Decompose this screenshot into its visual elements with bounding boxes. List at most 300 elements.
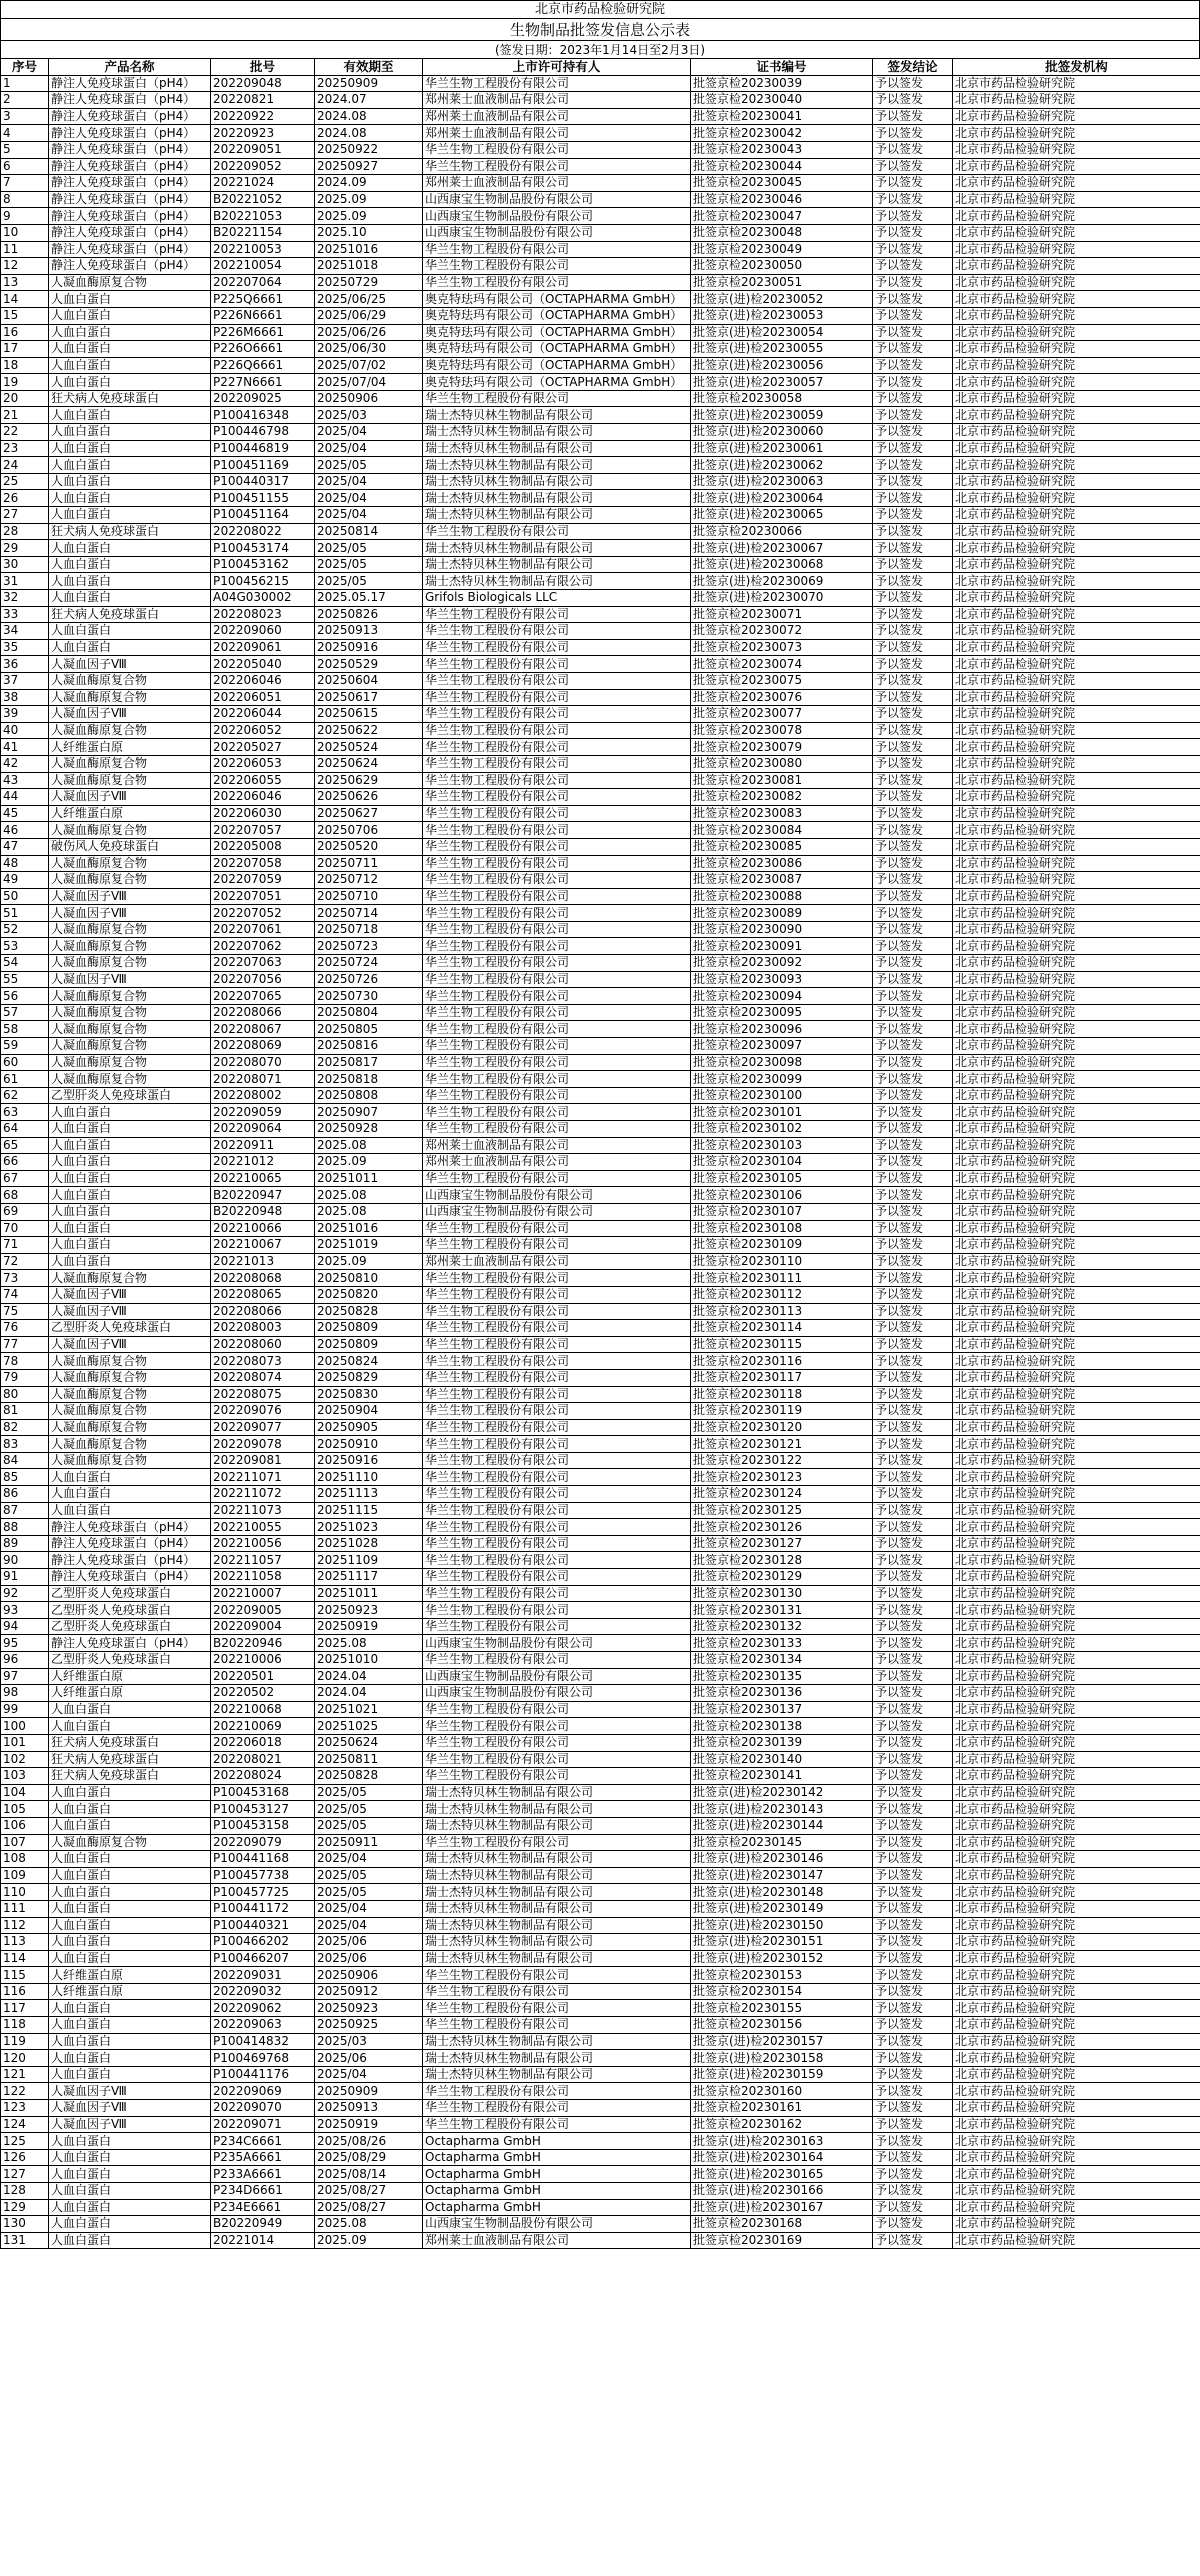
table-row xyxy=(1,2133,1200,2150)
table-row xyxy=(1,2083,1200,2100)
cell-holder: 华兰生物工程股份有限公司 xyxy=(423,1336,691,1353)
cell-product: 人凝血酶原复合物 xyxy=(49,938,211,955)
cell-index: 61 xyxy=(1,1071,49,1088)
cell-conclusion: 予以签发 xyxy=(873,1701,953,1718)
cell-holder: 华兰生物工程股份有限公司 xyxy=(423,1652,691,1669)
cell-batch: 202211071 xyxy=(211,1469,315,1486)
cell-product: 人凝血因子Ⅷ xyxy=(49,1303,211,1320)
cell-index: 7 xyxy=(1,175,49,192)
cell-certificate: 批签京检20230136 xyxy=(691,1685,873,1702)
cell-expiry: 2025.08 xyxy=(315,1203,423,1220)
cell-expiry: 20250809 xyxy=(315,1320,423,1337)
cell-certificate: 批签京检20230160 xyxy=(691,2083,873,2100)
cell-conclusion: 予以签发 xyxy=(873,108,953,125)
cell-expiry: 2025.08 xyxy=(315,2216,423,2233)
cell-conclusion: 予以签发 xyxy=(873,1801,953,1818)
cell-index: 114 xyxy=(1,1950,49,1967)
cell-batch: P227N6661 xyxy=(211,374,315,391)
table-row xyxy=(1,1087,1200,1104)
cell-conclusion: 予以签发 xyxy=(873,1336,953,1353)
cell-product: 人凝血酶原复合物 xyxy=(49,872,211,889)
table-row xyxy=(1,1419,1200,1436)
table-row xyxy=(1,374,1200,391)
cell-holder: 华兰生物工程股份有限公司 xyxy=(423,2017,691,2034)
cell-agency: 北京市药品检验研究院 xyxy=(953,1486,1200,1503)
cell-batch: 202205040 xyxy=(211,656,315,673)
cell-agency: 北京市药品检验研究院 xyxy=(953,1104,1200,1121)
cell-agency: 北京市药品检验研究院 xyxy=(953,2083,1200,2100)
cell-agency: 北京市药品检验研究院 xyxy=(953,125,1200,142)
cell-holder: 郑州莱士血液制品有限公司 xyxy=(423,1137,691,1154)
cell-holder: 华兰生物工程股份有限公司 xyxy=(423,1486,691,1503)
cell-holder: 郑州莱士血液制品有限公司 xyxy=(423,92,691,109)
cell-certificate: 批签京检20230095 xyxy=(691,1004,873,1021)
cell-product: 人血白蛋白 xyxy=(49,2216,211,2233)
cell-conclusion: 予以签发 xyxy=(873,739,953,756)
cell-batch: 202210056 xyxy=(211,1535,315,1552)
cell-index: 92 xyxy=(1,1585,49,1602)
cell-expiry: 2024.09 xyxy=(315,175,423,192)
table-row xyxy=(1,1751,1200,1768)
cell-holder: 奥克特珐玛有限公司（OCTAPHARMA GmbH） xyxy=(423,307,691,324)
cell-agency: 北京市药品检验研究院 xyxy=(953,2216,1200,2233)
cell-certificate: 批签京(进)检20230063 xyxy=(691,473,873,490)
cell-expiry: 2025/08/27 xyxy=(315,2199,423,2216)
cell-batch: B20220947 xyxy=(211,1187,315,1204)
cell-batch: P100466207 xyxy=(211,1950,315,1967)
cell-holder: 瑞士杰特贝林生物制品有限公司 xyxy=(423,1784,691,1801)
table-row xyxy=(1,1237,1200,1254)
cell-index: 98 xyxy=(1,1685,49,1702)
cell-batch: 202205027 xyxy=(211,739,315,756)
cell-conclusion: 予以签发 xyxy=(873,1054,953,1071)
cell-expiry: 20250529 xyxy=(315,656,423,673)
cell-agency: 北京市药品检验研究院 xyxy=(953,473,1200,490)
cell-product: 人血白蛋白 xyxy=(49,2017,211,2034)
cell-batch: 202206052 xyxy=(211,722,315,739)
cell-holder: 华兰生物工程股份有限公司 xyxy=(423,141,691,158)
cell-agency: 北京市药品检验研究院 xyxy=(953,1320,1200,1337)
cell-holder: 华兰生物工程股份有限公司 xyxy=(423,2100,691,2117)
table-row xyxy=(1,1386,1200,1403)
cell-conclusion: 予以签发 xyxy=(873,1685,953,1702)
cell-agency: 北京市药品检验研究院 xyxy=(953,1353,1200,1370)
cell-conclusion: 予以签发 xyxy=(873,1386,953,1403)
cell-batch: 202209032 xyxy=(211,1983,315,2000)
cell-batch: 202209071 xyxy=(211,2116,315,2133)
cell-conclusion: 予以签发 xyxy=(873,2183,953,2200)
cell-product: 人凝血因子Ⅷ xyxy=(49,905,211,922)
cell-product: 人血白蛋白 xyxy=(49,1502,211,1519)
cell-index: 20 xyxy=(1,390,49,407)
cell-expiry: 2025/05 xyxy=(315,1884,423,1901)
cell-expiry: 20250928 xyxy=(315,1121,423,1138)
cell-batch: 202210066 xyxy=(211,1220,315,1237)
cell-product: 人凝血因子Ⅷ xyxy=(49,1286,211,1303)
cell-certificate: 批签京检20230168 xyxy=(691,2216,873,2233)
cell-batch: P100453158 xyxy=(211,1817,315,1834)
cell-agency: 北京市药品检验研究院 xyxy=(953,241,1200,258)
cell-product: 人血白蛋白 xyxy=(49,357,211,374)
cell-holder: 山西康宝生物制品股份有限公司 xyxy=(423,2216,691,2233)
table-row xyxy=(1,241,1200,258)
cell-holder: 华兰生物工程股份有限公司 xyxy=(423,1983,691,2000)
cell-product: 人凝血酶原复合物 xyxy=(49,1004,211,1021)
cell-batch: 202210069 xyxy=(211,1718,315,1735)
cell-index: 67 xyxy=(1,1170,49,1187)
cell-expiry: 20250626 xyxy=(315,789,423,806)
cell-certificate: 批签京检20230040 xyxy=(691,92,873,109)
cell-expiry: 20250809 xyxy=(315,1336,423,1353)
cell-holder: 华兰生物工程股份有限公司 xyxy=(423,1768,691,1785)
cell-agency: 北京市药品检验研究院 xyxy=(953,1386,1200,1403)
cell-agency: 北京市药品检验研究院 xyxy=(953,888,1200,905)
cell-product: 人血白蛋白 xyxy=(49,490,211,507)
cell-batch: P100441168 xyxy=(211,1851,315,1868)
cell-certificate: 批签京(进)检20230147 xyxy=(691,1867,873,1884)
cell-certificate: 批签京检20230099 xyxy=(691,1071,873,1088)
cell-batch: P100446819 xyxy=(211,440,315,457)
cell-holder: 华兰生物工程股份有限公司 xyxy=(423,1734,691,1751)
cell-agency: 北京市药品检验研究院 xyxy=(953,1021,1200,1038)
cell-conclusion: 予以签发 xyxy=(873,473,953,490)
cell-agency: 北京市药品检验研究院 xyxy=(953,2017,1200,2034)
cell-expiry: 20250906 xyxy=(315,1967,423,1984)
cell-certificate: 批签京检20230141 xyxy=(691,1768,873,1785)
cell-index: 112 xyxy=(1,1917,49,1934)
cell-certificate: 批签京检20230087 xyxy=(691,872,873,889)
cell-batch: P100457725 xyxy=(211,1884,315,1901)
cell-holder: 华兰生物工程股份有限公司 xyxy=(423,1419,691,1436)
column-header-conclusion: 签发结论 xyxy=(873,59,953,76)
cell-product: 静注人免疫球蛋白（pH4） xyxy=(49,75,211,92)
cell-holder: Grifols Biologicals LLC xyxy=(423,590,691,607)
table-row xyxy=(1,92,1200,109)
cell-batch: A04G030002 xyxy=(211,590,315,607)
cell-index: 128 xyxy=(1,2183,49,2200)
table-row xyxy=(1,274,1200,291)
cell-holder: 华兰生物工程股份有限公司 xyxy=(423,1220,691,1237)
cell-holder: Octapharma GmbH xyxy=(423,2183,691,2200)
cell-holder: 华兰生物工程股份有限公司 xyxy=(423,1967,691,1984)
cell-conclusion: 予以签发 xyxy=(873,390,953,407)
cell-product: 人凝血酶原复合物 xyxy=(49,755,211,772)
table-row xyxy=(1,1801,1200,1818)
cell-conclusion: 予以签发 xyxy=(873,1270,953,1287)
table-row xyxy=(1,2216,1200,2233)
cell-certificate: 批签京(进)检20230055 xyxy=(691,341,873,358)
table-row xyxy=(1,440,1200,457)
cell-certificate: 批签京检20230107 xyxy=(691,1203,873,1220)
table-row xyxy=(1,258,1200,275)
cell-product: 人血白蛋白 xyxy=(49,2000,211,2017)
cell-index: 59 xyxy=(1,1038,49,1055)
cell-expiry: 20250624 xyxy=(315,755,423,772)
cell-index: 96 xyxy=(1,1652,49,1669)
cell-product: 人血白蛋白 xyxy=(49,1469,211,1486)
table-row xyxy=(1,1652,1200,1669)
cell-expiry: 20250824 xyxy=(315,1353,423,1370)
table-row xyxy=(1,606,1200,623)
cell-index: 122 xyxy=(1,2083,49,2100)
cell-product: 人凝血酶原复合物 xyxy=(49,1386,211,1403)
cell-certificate: 批签京检20230093 xyxy=(691,971,873,988)
cell-index: 37 xyxy=(1,672,49,689)
cell-product: 人血白蛋白 xyxy=(49,1104,211,1121)
cell-holder: 华兰生物工程股份有限公司 xyxy=(423,1452,691,1469)
cell-batch: 202209005 xyxy=(211,1602,315,1619)
cell-holder: 华兰生物工程股份有限公司 xyxy=(423,1602,691,1619)
cell-index: 118 xyxy=(1,2017,49,2034)
cell-product: 破伤风人免疫球蛋白 xyxy=(49,838,211,855)
cell-batch: 202208024 xyxy=(211,1768,315,1785)
cell-batch: 202206053 xyxy=(211,755,315,772)
cell-agency: 北京市药品检验研究院 xyxy=(953,938,1200,955)
cell-product: 乙型肝炎人免疫球蛋白 xyxy=(49,1320,211,1337)
cell-index: 38 xyxy=(1,689,49,706)
table-row xyxy=(1,2000,1200,2017)
cell-index: 14 xyxy=(1,291,49,308)
cell-product: 人血白蛋白 xyxy=(49,440,211,457)
cell-agency: 北京市药品检验研究院 xyxy=(953,291,1200,308)
cell-product: 人凝血因子Ⅷ xyxy=(49,2116,211,2133)
cell-conclusion: 予以签发 xyxy=(873,1569,953,1586)
cell-index: 8 xyxy=(1,191,49,208)
cell-agency: 北京市药品检验研究院 xyxy=(953,1585,1200,1602)
cell-conclusion: 予以签发 xyxy=(873,872,953,889)
cell-product: 人血白蛋白 xyxy=(49,324,211,341)
cell-certificate: 批签京检20230131 xyxy=(691,1602,873,1619)
cell-index: 106 xyxy=(1,1817,49,1834)
cell-product: 静注人免疫球蛋白（pH4） xyxy=(49,1535,211,1552)
cell-certificate: 批签京检20230113 xyxy=(691,1303,873,1320)
table-row xyxy=(1,1635,1200,1652)
cell-certificate: 批签京检20230162 xyxy=(691,2116,873,2133)
cell-product: 人血白蛋白 xyxy=(49,307,211,324)
cell-product: 人血白蛋白 xyxy=(49,2033,211,2050)
cell-agency: 北京市药品检验研究院 xyxy=(953,2000,1200,2017)
cell-index: 62 xyxy=(1,1087,49,1104)
cell-conclusion: 予以签发 xyxy=(873,606,953,623)
table-row xyxy=(1,1519,1200,1536)
cell-certificate: 批签京检20230097 xyxy=(691,1038,873,1055)
cell-certificate: 批签京(进)检20230061 xyxy=(691,440,873,457)
cell-expiry: 20250629 xyxy=(315,772,423,789)
cell-expiry: 20250622 xyxy=(315,722,423,739)
cell-expiry: 2025/06 xyxy=(315,1934,423,1951)
cell-index: 21 xyxy=(1,407,49,424)
cell-expiry: 2025.08 xyxy=(315,1187,423,1204)
cell-holder: 华兰生物工程股份有限公司 xyxy=(423,1237,691,1254)
cell-agency: 北京市药品检验研究院 xyxy=(953,490,1200,507)
cell-product: 人血白蛋白 xyxy=(49,1817,211,1834)
cell-expiry: 20250718 xyxy=(315,921,423,938)
cell-product: 人血白蛋白 xyxy=(49,2166,211,2183)
cell-product: 人血白蛋白 xyxy=(49,639,211,656)
cell-batch: 202207058 xyxy=(211,855,315,872)
cell-holder: 瑞士杰特贝林生物制品有限公司 xyxy=(423,490,691,507)
cell-index: 82 xyxy=(1,1419,49,1436)
cell-product: 人纤维蛋白原 xyxy=(49,1668,211,1685)
cell-agency: 北京市药品检验研究院 xyxy=(953,1203,1200,1220)
cell-agency: 北京市药品检验研究院 xyxy=(953,1602,1200,1619)
cell-certificate: 批签京检20230137 xyxy=(691,1701,873,1718)
cell-product: 人凝血酶原复合物 xyxy=(49,822,211,839)
cell-expiry: 20250810 xyxy=(315,1270,423,1287)
cell-certificate: 批签京检20230049 xyxy=(691,241,873,258)
cell-batch: P100440317 xyxy=(211,473,315,490)
cell-holder: 华兰生物工程股份有限公司 xyxy=(423,1502,691,1519)
cell-conclusion: 予以签发 xyxy=(873,2216,953,2233)
cell-certificate: 批签京(进)检20230152 xyxy=(691,1950,873,1967)
cell-batch: 202206030 xyxy=(211,805,315,822)
cell-holder: 华兰生物工程股份有限公司 xyxy=(423,639,691,656)
cell-batch: 202209081 xyxy=(211,1452,315,1469)
cell-batch: 202208069 xyxy=(211,1038,315,1055)
cell-index: 33 xyxy=(1,606,49,623)
cell-conclusion: 予以签发 xyxy=(873,1137,953,1154)
cell-certificate: 批签京检20230091 xyxy=(691,938,873,955)
table-row xyxy=(1,1353,1200,1370)
cell-holder: 华兰生物工程股份有限公司 xyxy=(423,1071,691,1088)
cell-batch: P235A6661 xyxy=(211,2149,315,2166)
cell-batch: B20221154 xyxy=(211,224,315,241)
table-row xyxy=(1,689,1200,706)
table-row xyxy=(1,1950,1200,1967)
cell-conclusion: 予以签发 xyxy=(873,689,953,706)
table-row xyxy=(1,224,1200,241)
cell-certificate: 批签京检20230161 xyxy=(691,2100,873,2117)
cell-holder: 瑞士杰特贝林生物制品有限公司 xyxy=(423,2033,691,2050)
cell-batch: 202211057 xyxy=(211,1552,315,1569)
cell-product: 人血白蛋白 xyxy=(49,1170,211,1187)
cell-index: 10 xyxy=(1,224,49,241)
cell-holder: 瑞士杰特贝林生物制品有限公司 xyxy=(423,440,691,457)
cell-certificate: 批签京(进)检20230151 xyxy=(691,1934,873,1951)
cell-certificate: 批签京(进)检20230143 xyxy=(691,1801,873,1818)
table-row xyxy=(1,1038,1200,1055)
cell-index: 3 xyxy=(1,108,49,125)
cell-product: 人凝血酶原复合物 xyxy=(49,1419,211,1436)
cell-agency: 北京市药品检验研究院 xyxy=(953,2116,1200,2133)
cell-conclusion: 予以签发 xyxy=(873,988,953,1005)
cell-expiry: 2025/06/26 xyxy=(315,324,423,341)
cell-certificate: 批签京检20230088 xyxy=(691,888,873,905)
table-row xyxy=(1,1934,1200,1951)
cell-agency: 北京市药品检验研究院 xyxy=(953,1884,1200,1901)
cell-holder: 郑州莱士血液制品有限公司 xyxy=(423,1253,691,1270)
cell-agency: 北京市药品检验研究院 xyxy=(953,457,1200,474)
table-row xyxy=(1,872,1200,889)
cell-holder: 山西康宝生物制品股份有限公司 xyxy=(423,191,691,208)
cell-index: 6 xyxy=(1,158,49,175)
cell-product: 狂犬病人免疫球蛋白 xyxy=(49,1751,211,1768)
table-row xyxy=(1,2232,1200,2249)
cell-conclusion: 予以签发 xyxy=(873,1967,953,1984)
column-header-agency: 批签发机构 xyxy=(953,59,1200,76)
cell-batch: P226Q6661 xyxy=(211,357,315,374)
cell-expiry: 20250624 xyxy=(315,1734,423,1751)
cell-holder: 郑州莱士血液制品有限公司 xyxy=(423,1154,691,1171)
cell-product: 人凝血酶原复合物 xyxy=(49,855,211,872)
cell-index: 23 xyxy=(1,440,49,457)
cell-agency: 北京市药品检验研究院 xyxy=(953,2133,1200,2150)
cell-product: 静注人免疫球蛋白（pH4） xyxy=(49,158,211,175)
cell-agency: 北京市药品检验研究院 xyxy=(953,523,1200,540)
cell-agency: 北京市药品检验研究院 xyxy=(953,390,1200,407)
table-row xyxy=(1,1270,1200,1287)
cell-expiry: 20251028 xyxy=(315,1535,423,1552)
cell-batch: 20220922 xyxy=(211,108,315,125)
cell-conclusion: 予以签发 xyxy=(873,1834,953,1851)
table-row xyxy=(1,1569,1200,1586)
cell-conclusion: 予以签发 xyxy=(873,623,953,640)
cell-index: 113 xyxy=(1,1934,49,1951)
table-row xyxy=(1,639,1200,656)
cell-batch: P100441172 xyxy=(211,1900,315,1917)
cell-agency: 北京市药品检验研究院 xyxy=(953,656,1200,673)
cell-expiry: 2025/04 xyxy=(315,473,423,490)
cell-expiry: 20250729 xyxy=(315,274,423,291)
cell-holder: 华兰生物工程股份有限公司 xyxy=(423,2083,691,2100)
table-row xyxy=(1,1187,1200,1204)
cell-holder: 山西康宝生物制品股份有限公司 xyxy=(423,1668,691,1685)
cell-index: 101 xyxy=(1,1734,49,1751)
cell-index: 43 xyxy=(1,772,49,789)
cell-holder: 华兰生物工程股份有限公司 xyxy=(423,1552,691,1569)
table-row xyxy=(1,855,1200,872)
cell-batch: 202211073 xyxy=(211,1502,315,1519)
cell-certificate: 批签京(进)检20230053 xyxy=(691,307,873,324)
cell-expiry: 20250925 xyxy=(315,2017,423,2034)
cell-conclusion: 予以签发 xyxy=(873,2017,953,2034)
cell-holder: 华兰生物工程股份有限公司 xyxy=(423,1718,691,1735)
table-row xyxy=(1,1104,1200,1121)
cell-certificate: 批签京检20230047 xyxy=(691,208,873,225)
cell-product: 狂犬病人免疫球蛋白 xyxy=(49,523,211,540)
cell-agency: 北京市药品检验研究院 xyxy=(953,1900,1200,1917)
cell-batch: P100453168 xyxy=(211,1784,315,1801)
cell-holder: 华兰生物工程股份有限公司 xyxy=(423,1618,691,1635)
cell-agency: 北京市药品检验研究院 xyxy=(953,706,1200,723)
cell-expiry: 20250617 xyxy=(315,689,423,706)
cell-index: 73 xyxy=(1,1270,49,1287)
cell-batch: 202208022 xyxy=(211,523,315,540)
cell-product: 人纤维蛋白原 xyxy=(49,805,211,822)
cell-batch: B20220948 xyxy=(211,1203,315,1220)
cell-expiry: 20250710 xyxy=(315,888,423,905)
cell-holder: 华兰生物工程股份有限公司 xyxy=(423,1834,691,1851)
cell-agency: 北京市药品检验研究院 xyxy=(953,224,1200,241)
cell-agency: 北京市药品检验研究院 xyxy=(953,1569,1200,1586)
cell-conclusion: 予以签发 xyxy=(873,1320,953,1337)
cell-agency: 北京市药品检验研究院 xyxy=(953,1535,1200,1552)
cell-certificate: 批签京(进)检20230057 xyxy=(691,374,873,391)
cell-conclusion: 予以签发 xyxy=(873,1021,953,1038)
cell-product: 静注人免疫球蛋白（pH4） xyxy=(49,241,211,258)
cell-agency: 北京市药品检验研究院 xyxy=(953,1154,1200,1171)
cell-conclusion: 予以签发 xyxy=(873,2083,953,2100)
cell-batch: 202208066 xyxy=(211,1004,315,1021)
cell-index: 50 xyxy=(1,888,49,905)
cell-certificate: 批签京检20230096 xyxy=(691,1021,873,1038)
cell-product: 人血白蛋白 xyxy=(49,457,211,474)
cell-holder: 华兰生物工程股份有限公司 xyxy=(423,1170,691,1187)
column-header-index: 序号 xyxy=(1,59,49,76)
cell-product: 人血白蛋白 xyxy=(49,473,211,490)
cell-holder: 华兰生物工程股份有限公司 xyxy=(423,938,691,955)
cell-holder: 华兰生物工程股份有限公司 xyxy=(423,1535,691,1552)
